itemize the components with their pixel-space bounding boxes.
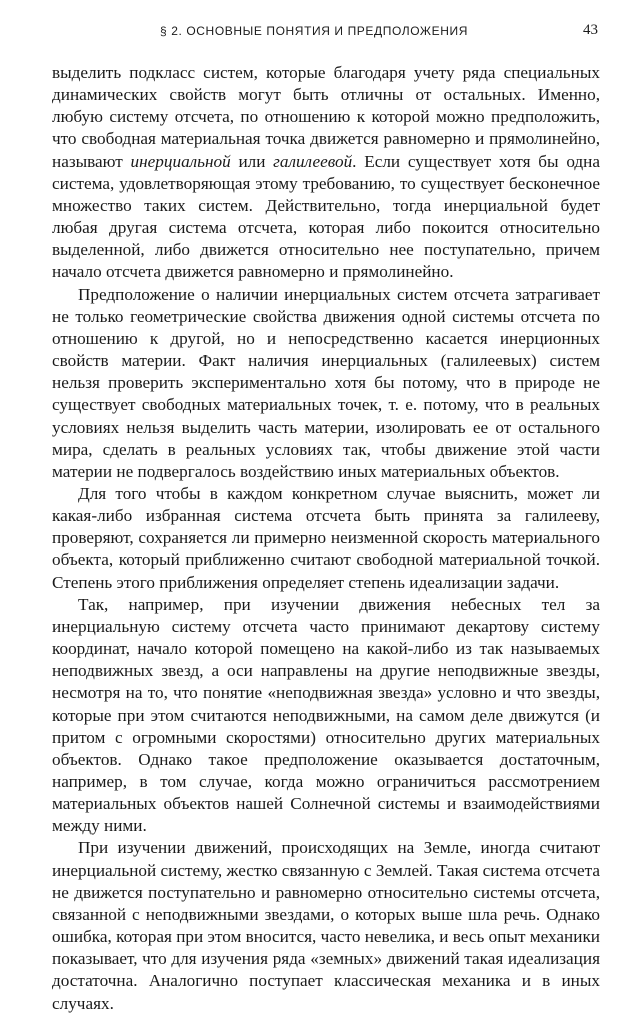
- page-number: 43: [583, 22, 598, 38]
- paragraph: При изучении движений, происходящих на Земле, иногда считают инерциальной систему, жестко связанную с Землей. Такая система отсчета не движется поступательно и равномерно относительно системы отсчета, связанной с неподвижными звездами, о которых выше шла речь. Однако ошибка, которая при этом вносится, часто невелика, и весь опыт механики показывает, что для изучения ряда «земных» движений такая идеализация достаточна. Аналогично поступает классическая механика и в иных случаях.: [52, 838, 600, 1013]
- paragraph: Так, например, при изучении движения небесных тел за инерциальную систему отсчета часто принимают декартову систему координат, начало которой помещено на какой-либо из так называемых неподвижных звезд, а оси направлены на другие неподвижные звезды, несмотря на то, что понятие «неподвижная звезда» условно и что звезды, которые при этом считаются неподвижными, на самом деле движутся (и притом с огромными скоростями) относительно других материальных объектов. Однако такое предположение оказывается достаточным, например, в том случае, когда можно ограничиться рассмотрением материальных объектов нашей Солнечной системы и взаимодействиями между ними.: [52, 594, 600, 836]
- book-page: [52, 20, 600, 1015]
- paragraph: Предположение о наличии инерциальных систем отсчета затрагивает не только геометрические свойства движения одной системы отсчета по отношению к другой, но и непосредственно касается инерционных свойств материи. Факт наличия инерциальных (галилеевых) систем нельзя проверить экспериментально хотя бы потому, что в природе не существует свободных материальных точек, т. е. потому, что в реальных условиях нельзя выделить часть материи, изолировать ее от остального мира, сделать в реальных условиях так, чтобы движение этой части материи не подвергалось воздействию иных материальных объектов.: [52, 284, 600, 481]
- running-header: [52, 20, 600, 48]
- term-inertial: инерциальной: [130, 151, 231, 171]
- section-title: § 2. ОСНОВНЫЕ ПОНЯТИЯ И ПРЕДПОЛОЖЕНИЯ: [160, 24, 468, 38]
- body-text: [52, 62, 600, 1015]
- paragraph: выделить подкласс систем, которые благодаря учету ряда специальных динамических свойств могут быть отличны от остальных. Именно, любую систему отсчета, по отношению к которой можно предположить, что свободная материальная точка движется равномерно и прямолинейно, называют инерциальной или галилеевой. Если существует хотя бы одна система, удовлетворяющая этому требованию, то существует бесконечное множество таких систем. Действительно, тогда инерциальной будет любая другая система отсчета, которая либо покоится относительно выделенной, либо движется относительно нее поступательно, причем начало отсчета движется равномерно и прямолинейно.: [52, 63, 600, 282]
- term-galilean: галилеевой: [273, 151, 353, 171]
- paragraph: Для того чтобы в каждом конкретном случае выяснить, может ли какая-либо избранная система отсчета быть принята за галилееву, проверяют, сохраняется ли примерно неизменной скорость материального объекта, который приближенно считают свободной материальной точкой. Степень этого приближения определяет степень идеализации задачи.: [52, 483, 600, 592]
